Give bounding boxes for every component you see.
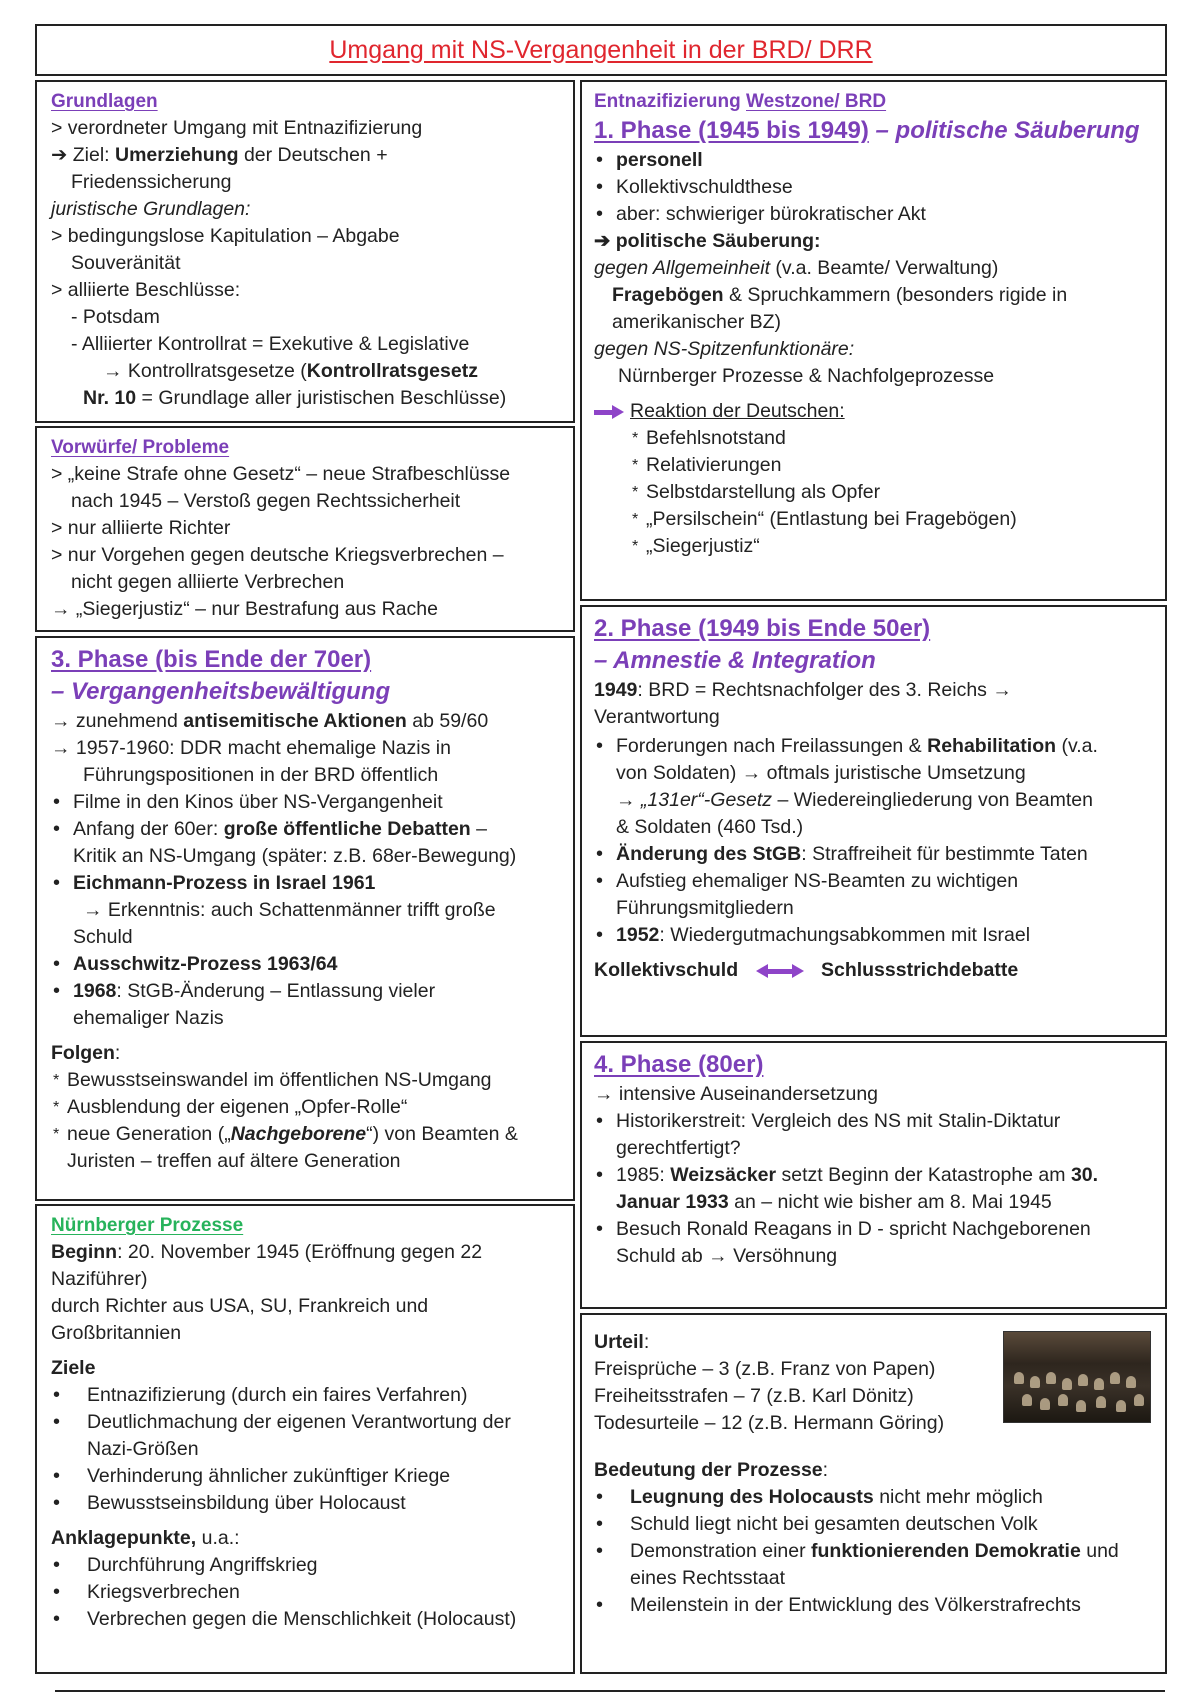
grundlagen-line: > alliierte Beschlüsse:	[51, 279, 241, 301]
anklage-list	[51, 1552, 561, 1633]
list-item: * neue Generation („Nachgeborene“) von Beamten & Juristen – treffen auf ältere Generation	[51, 1121, 561, 1175]
phase3-box	[35, 636, 575, 1201]
list-item: * Selbstdarstellung als Opfer	[630, 479, 1153, 506]
vorwuerfe-heading: Vorwürfe/ Probleme	[51, 437, 230, 458]
title-box	[35, 24, 1167, 76]
grundlagen-line: Friedenssicherung	[71, 171, 232, 193]
list-item: • 1968: StGB-Änderung – Entlassung vieler ehemaliger Nazis	[51, 978, 561, 1032]
grundlagen-line: Nr. 10 = Grundlage aller juristischen Beschlüsse)	[83, 387, 507, 409]
vorwuerfe-line: > nur Vorgehen gegen deutsche Kriegsverbrechen –	[51, 544, 504, 566]
list-item: * Ausblendung der eigenen „Opfer-Rolle“	[51, 1094, 561, 1121]
arrow-right-icon	[594, 404, 624, 420]
list-item: • Verbrechen gegen die Menschlichkeit (Holocaust)	[51, 1606, 561, 1633]
phase3-list	[51, 789, 561, 1032]
list-item: • aber: schwieriger bürokratischer Akt	[594, 201, 1153, 228]
list-item: • personell	[594, 147, 1153, 174]
reaktion-heading: Reaktion der Deutschen:	[594, 398, 1153, 425]
phase3-line: → 1957-1960: DDR macht ehemalige Nazis in	[51, 737, 451, 759]
grundlagen-line: - Alliierter Kontrollrat = Exekutive & Legislative	[71, 333, 470, 355]
list-item: * „Siegerjustiz“	[630, 533, 1153, 560]
urteil-heading: Urteil:	[594, 1331, 650, 1353]
grundlagen-line: Souveränität	[71, 252, 181, 274]
grundlagen-box	[35, 80, 575, 423]
list-item: • Historikerstreit: Vergleich des NS mit Stalin-Diktatur gerechtfertigt?	[594, 1108, 1153, 1162]
urteil-box	[580, 1313, 1167, 1674]
phase2-subheading: – Amnestie & Integration	[594, 647, 876, 674]
vorwuerfe-line: > nur alliierte Richter	[51, 517, 231, 539]
list-item: • Aufstieg ehemaliger NS-Beamten zu wichtigen Führungsmitgliedern	[594, 868, 1153, 922]
phase1-line: Fragebögen & Spruchkammern (besonders rigide in	[612, 284, 1068, 306]
schuld-debatte-row	[594, 957, 1153, 984]
folgen-heading: Folgen:	[51, 1042, 121, 1064]
list-item: * Relativierungen	[630, 452, 1153, 479]
phase3-subheading: – Vergangenheitsbewältigung	[51, 678, 391, 705]
bottom-divider	[55, 1690, 1165, 1692]
list-item: • Meilenstein in der Entwicklung des Völkerstrafrechts	[594, 1592, 1153, 1619]
list-item: * Befehlsnotstand	[630, 425, 1153, 452]
page-title: Umgang mit NS-Vergangenheit in der BRD/ DRR	[329, 35, 873, 64]
grundlagen-line: → Kontrollratsgesetze (Kontrollratsgesetz	[103, 360, 478, 382]
phase1-line: Nürnberger Prozesse & Nachfolgeprozesse	[618, 365, 995, 387]
list-item: • Durchführung Angriffskrieg	[51, 1552, 561, 1579]
list-item: • Leugnung des Holocausts nicht mehr möglich	[594, 1484, 1153, 1511]
vorwuerfe-line: > „keine Strafe ohne Gesetz“ – neue Strafbeschlüsse	[51, 463, 511, 485]
phase4-box	[580, 1041, 1167, 1309]
list-item: * „Persilschein“ (Entlastung bei Fragebögen)	[630, 506, 1153, 533]
list-item: • Filme in den Kinos über NS-Vergangenheit	[51, 789, 561, 816]
nuernberg-line: Großbritannien	[51, 1322, 182, 1344]
list-item: • Besuch Ronald Reagans in D - spricht Nachgeborenen Schuld ab → Versöhnung	[594, 1216, 1153, 1270]
grundlagen-subheading: juristische Grundlagen:	[51, 198, 251, 220]
vorwuerfe-line: → „Siegerjustiz“ – nur Bestrafung aus Rache	[51, 598, 438, 620]
list-item: • Ausschwitz-Prozess 1963/64	[51, 951, 561, 978]
phase2-list	[594, 733, 1153, 949]
urteil-line: Freiheitsstrafen – 7 (z.B. Karl Dönitz)	[594, 1385, 914, 1407]
list-item: • Eichmann-Prozess in Israel 1961 → Erkenntnis: auch Schattenmänner trifft große Schuld	[51, 870, 561, 951]
trial-photo	[1003, 1331, 1151, 1423]
list-item: • Kriegsverbrechen	[51, 1579, 561, 1606]
vorwuerfe-box	[35, 426, 575, 632]
phase2-box	[580, 605, 1167, 1037]
list-item: • Anfang der 60er: große öffentliche Debatten – Kritik an NS-Umgang (später: z.B. 68er-Bewegung)	[51, 816, 561, 870]
phase1-list	[594, 147, 1153, 228]
nuernberg-heading: Nürnberger Prozesse	[51, 1215, 244, 1236]
list-item: • Forderungen nach Freilassungen & Rehabilitation (v.a. von Soldaten) → oftmals juristische Umsetzung → „131er“-Gesetz – Wiedereingliederung von Beamten & Soldaten (460 Tsd.)	[594, 733, 1153, 841]
phase2-line: 1949: BRD = Rechtsnachfolger des 3. Reichs →	[594, 679, 1012, 701]
phase1-heading: 1. Phase (1945 bis 1949) – politische Säuberung	[594, 117, 1140, 144]
grundlagen-line: > bedingungslose Kapitulation – Abgabe	[51, 225, 400, 247]
phase4-heading: 4. Phase (80er)	[594, 1051, 764, 1078]
list-item: • Schuld liegt nicht bei gesamten deutschen Volk	[594, 1511, 1153, 1538]
grundlagen-line: - Potsdam	[71, 306, 160, 328]
phase1-box	[580, 80, 1167, 601]
double-arrow-icon	[756, 963, 804, 979]
phase1-line: amerikanischer BZ)	[612, 311, 782, 333]
bedeutung-heading: Bedeutung der Prozesse:	[594, 1459, 829, 1481]
list-item: • Deutlichmachung der eigenen Verantwortung der Nazi-Größen	[51, 1409, 561, 1463]
urteil-line: Todesurteile – 12 (z.B. Hermann Göring)	[594, 1412, 945, 1434]
anklage-heading: Anklagepunkte, u.a.:	[51, 1527, 240, 1549]
list-item: * Bewusstseinswandel im öffentlichen NS-Umgang	[51, 1067, 561, 1094]
phase1-section-heading: Entnazifizierung Westzone/ BRD	[594, 91, 887, 112]
grundlagen-heading: Grundlagen	[51, 91, 158, 112]
phase1-line: gegen NS-Spitzenfunktionäre:	[594, 338, 855, 360]
kollektivschuld-label: Kollektivschuld	[594, 959, 739, 981]
phase3-line: Führungspositionen in der BRD öffentlich	[83, 764, 439, 786]
phase2-heading: 2. Phase (1949 bis Ende 50er)	[594, 615, 931, 642]
folgen-list	[51, 1067, 561, 1175]
list-item: • Kollektivschuldthese	[594, 174, 1153, 201]
nuernberg-line: Beginn: 20. November 1945 (Eröffnung gegen 22	[51, 1241, 483, 1263]
phase2-line: Verantwortung	[594, 706, 720, 728]
nuernberg-line: durch Richter aus USA, SU, Frankreich und	[51, 1295, 429, 1317]
list-item: • Verhinderung ähnlicher zukünftiger Kriege	[51, 1463, 561, 1490]
phase1-line: gegen Allgemeinheit (v.a. Beamte/ Verwaltung)	[594, 257, 999, 279]
reaktion-list	[594, 425, 1153, 560]
ziele-list	[51, 1382, 561, 1517]
ziele-heading: Ziele	[51, 1357, 96, 1379]
list-item: • 1952: Wiedergutmachungsabkommen mit Israel	[594, 922, 1153, 949]
phase1-line: ➔ politische Säuberung:	[594, 230, 821, 252]
grundlagen-line: ➔ Ziel: Umerziehung der Deutschen +	[51, 144, 388, 166]
phase4-line: → intensive Auseinandersetzung	[594, 1083, 879, 1105]
phase3-heading: 3. Phase (bis Ende der 70er)	[51, 646, 372, 673]
grundlagen-line: > verordneter Umgang mit Entnazifizierung	[51, 117, 423, 139]
nuernberg-box	[35, 1204, 575, 1674]
nuernberg-line: Naziführer)	[51, 1268, 148, 1290]
schlussstrich-label: Schlussstrichdebatte	[820, 959, 1019, 981]
list-item: • Demonstration einer funktionierenden Demokratie und eines Rechtsstaat	[594, 1538, 1153, 1592]
list-item: • 1985: Weizsäcker setzt Beginn der Katastrophe am 30. Januar 1933 an – nicht wie bisher am 8. Mai 1945	[594, 1162, 1153, 1216]
list-item: • Änderung des StGB: Straffreiheit für bestimmte Taten	[594, 841, 1153, 868]
urteil-line: Freisprüche – 3 (z.B. Franz von Papen)	[594, 1358, 936, 1380]
phase3-line: → zunehmend antisemitische Aktionen ab 59/60	[51, 710, 489, 732]
list-item: • Entnazifizierung (durch ein faires Verfahren)	[51, 1382, 561, 1409]
phase4-list	[594, 1108, 1153, 1270]
vorwuerfe-line: nach 1945 – Verstoß gegen Rechtssicherheit	[71, 490, 461, 512]
list-item: • Bewusstseinsbildung über Holocaust	[51, 1490, 561, 1517]
bedeutung-list	[594, 1484, 1153, 1619]
vorwuerfe-line: nicht gegen alliierte Verbrechen	[71, 571, 345, 593]
